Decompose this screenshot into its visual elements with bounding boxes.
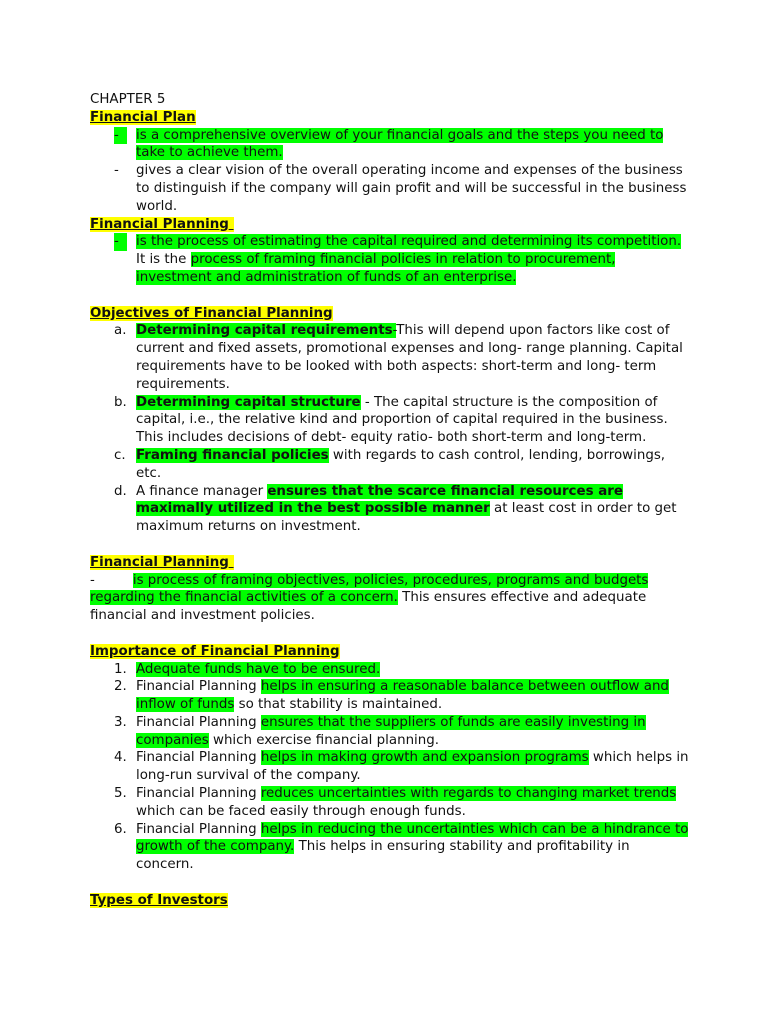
bullet-marker: -: [114, 163, 119, 179]
item-number: 5.: [114, 786, 127, 802]
list-text: at least cost in order to get maximum returns on investment.: [136, 501, 677, 535]
item-highlight: helps in reducing the uncertainties which can be a hindrance to growth of the company.: [136, 821, 689, 855]
numbered-item: [90, 749, 690, 785]
chapter-label: CHAPTER 5: [90, 92, 166, 107]
plain-text: It is the: [136, 252, 191, 268]
item-number: 3.: [114, 714, 127, 730]
list-marker: c.: [114, 447, 126, 463]
heading-financial-planning: Financial Planning: [90, 216, 229, 232]
numbered-item: [90, 785, 690, 821]
section-financial-planning-definition: [90, 216, 690, 287]
section-objectives: [90, 305, 690, 536]
section-financial-plan: [90, 109, 690, 216]
section-financial-planning-process: [90, 554, 690, 625]
item-text: which can be faced easily through enough funds.: [136, 803, 466, 819]
paragraph: [90, 572, 690, 625]
item-number: 4.: [114, 750, 127, 766]
item-number: 6.: [114, 821, 127, 837]
list-item: [90, 447, 690, 483]
item-text: Financial Planning: [136, 750, 261, 766]
item-number: 2.: [114, 679, 127, 695]
bullet-marker: -: [114, 233, 127, 251]
heading-types-of-investors: Types of Investors: [90, 892, 228, 908]
bullet-item: [90, 162, 690, 215]
heading-financial-planning: Financial Planning: [90, 554, 229, 570]
item-highlight: reduces uncertainties with regards to changing market trends: [260, 786, 677, 802]
bullet-text: is a comprehensive overview of your financial goals and the steps you need to take to achieve them.: [136, 127, 664, 161]
bold-highlight: Framing financial policies: [136, 447, 329, 463]
highlighted-text: process of framing financial policies in relation to procurement, investment and administration of funds of an enterprise.: [136, 252, 616, 285]
plain-text: This ensures effective and adequate financial and investment policies.: [90, 590, 647, 624]
item-number: 1.: [114, 661, 127, 677]
list-text: with regards to cash control, lending, borrowings, etc.: [136, 447, 666, 481]
section-types-of-investors: [90, 892, 690, 910]
list-item: [90, 322, 690, 393]
item-text: Financial Planning: [136, 714, 261, 730]
list-text: This will depend upon factors like cost of current and fixed assets, promotional expenses and long- range planning. Capital requirements have to be looked with both aspects: short-term and long- term requirements.: [136, 323, 683, 392]
heading-objectives: Objectives of Financial Planning: [90, 305, 333, 321]
bold-highlight: ensures that the scarce financial resources are maximally utilized in the best possible manner: [136, 483, 623, 517]
bullet-item: [90, 233, 690, 286]
dash: -: [392, 323, 397, 339]
item-text: Financial Planning: [136, 786, 261, 802]
document-body: [90, 91, 690, 910]
list-text: A finance manager: [136, 483, 268, 499]
item-text: This helps in ensuring stability and profitability in concern.: [136, 839, 630, 873]
item-highlight: ensures that the suppliers of funds are easily investing in companies: [136, 714, 646, 748]
bullet-text: gives a clear vision of the overall operating income and expenses of the business to distinguish if the company will gain profit and will be successful in the business world.: [136, 163, 687, 214]
highlighted-text: is process of framing objectives, policies, procedures, programs and budgets regarding the financial activities of a concern.: [90, 572, 649, 606]
item-text: Financial Planning: [136, 679, 261, 695]
item-text: which exercise financial planning.: [208, 732, 440, 748]
numbered-item: [90, 821, 690, 874]
numbered-item: [90, 661, 690, 679]
list-marker: b.: [114, 394, 127, 410]
highlighted-text: is the process of estimating the capital required and determining its competition.: [136, 234, 682, 250]
list-item: [90, 483, 690, 536]
list-marker: a.: [114, 323, 127, 339]
bullet-marker: -: [114, 127, 127, 145]
list-marker: d.: [114, 483, 127, 499]
bold-highlight: Determining capital requirements: [136, 323, 393, 339]
item-highlight: helps in making growth and expansion programs: [260, 750, 589, 766]
heading-importance: Importance of Financial Planning: [90, 643, 340, 659]
section-importance: [90, 643, 690, 874]
item-text: which helps in long-run survival of the company.: [136, 750, 689, 784]
paragraph-marker: -: [90, 572, 95, 588]
list-item: [90, 394, 690, 447]
item-text: so that stability is maintained.: [234, 697, 443, 713]
bullet-item: [90, 127, 690, 163]
list-text: - The capital structure is the composition of capital, i.e., the relative kind and proportion of capital required in the business. This includes decisions of debt- equity ratio- both short-term and long-term.: [136, 394, 668, 446]
numbered-item: [90, 678, 690, 714]
bold-highlight: Determining capital structure: [136, 394, 361, 410]
heading-financial-plan: Financial Plan: [90, 109, 196, 125]
item-highlight: helps in ensuring a reasonable balance between outflow and inflow of funds: [136, 679, 669, 713]
item-text: Financial Planning: [136, 821, 261, 837]
numbered-item: [90, 714, 690, 750]
item-highlight: Adequate funds have to be ensured.: [136, 661, 381, 677]
